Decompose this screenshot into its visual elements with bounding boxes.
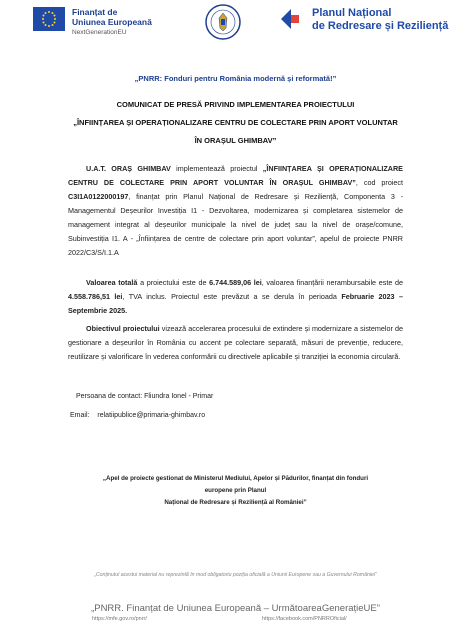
title-line2: „ÎNFIINȚAREA ȘI OPERAȚIONALIZARE CENTRU DE COLECTARE PRIN APORT VOLUNTAR [73,118,398,127]
total-value: 6.744.589,06 lei [209,278,262,287]
objective-text: vizează accelerarea procesului de extindere și modernizare a sistemelor de gestionare a deșeurilor în România cu accent pe colectare separată, măsuri de prevenție, reducere, reutilizare și valorificare în vederea conformării cu directivele aplicabile și tranziției la economia circulară. [68,324,404,361]
p2-text-b: a proiectului este de [137,278,210,287]
project-period: Februarie 2023 – Septembrie 2025. [68,292,403,315]
eu-funding-label [72,7,152,38]
pnrr-logo-icon [278,6,304,32]
pnrr-line1: Planul Național [312,7,392,19]
pnrr-line2: de Redresare și Reziliență [312,20,449,32]
p2-text-f: , TVA inclus. Proiectul este prevăzut a se derula în perioada [122,292,342,301]
pnrr-label [312,7,448,33]
footer-text: „PNRR. Finanțat de Uniunea Europeană – UrmătoareaGenerațieUE” [91,603,380,614]
title-line1: COMUNICAT DE PRESĂ PRIVIND IMPLEMENTAREA PROIECTULUI [116,100,355,109]
link-facebook[interactable]: https://facebook.com/PNRROficial/ [262,616,347,622]
eu-line2: Uniunea Europeană [72,17,152,27]
eu-line3: NextGenerationEU [72,29,127,36]
p1-text-f: , finanțat prin Planul Național de Redresare și Reziliență, Componenta 3 - Managementul Deșeurilor Investiția I1 - Dezvoltarea, modernizarea și completarea sistemelor de management integrat al deșeurilor municipale la nivel de județ sau la nivel de orașe/comune, Subinvestiția I1. A - „Înființarea de centre de colectare prin aport voluntar”, apelul de proiecte PNRR 2022/C3/S/I.1.A [68,192,403,257]
eu-flag-icon [33,7,65,31]
email-link[interactable]: relatiipublice@primaria-ghimbav.ro [97,412,206,419]
p2-text-d: , valoarea finanțării nerambursabile este de [261,278,403,287]
objective-label: Obiectivul proiectului [86,324,160,333]
link-mfe[interactable]: https://mfe.gov.ro/pnrr/ [92,616,147,622]
contact-person: Persoana de contact: Fliundra Ionel - Primar [76,393,214,400]
title-line3: ÎN ORAȘUL GHIMBAV” [194,136,277,145]
paragraph-objective [68,322,403,364]
total-value-label: Valoarea totală [86,278,138,287]
uat-name: U.A.T. ORAȘ GHIMBAV [86,164,171,173]
disclaimer: „Conținutul acestui material nu reprezintă în mod obligatoriu poziția oficială a Uniunii Europene sau a Guvernului României” [94,572,377,578]
romanian-government-seal-icon [205,4,241,40]
call-line2: Național de Redresare și Reziliență al României” [164,499,307,506]
paragraph-value [68,276,403,318]
paragraph-project [68,162,403,260]
call-for-projects [100,473,371,509]
contact-email-row [70,412,205,419]
slogan: „PNRR: Fonduri pentru România modernă și reformată!” [134,74,337,83]
p1-text-d: , cod proiect [355,178,404,187]
project-title: „ÎNFIINȚAREA ȘI OPERAȚIONALIZARE CENTRU DE COLECTARE PRIN APORT VOLUNTAR ÎN ORAȘUL GHIMBAV” [68,164,403,187]
call-line1: „Apel de proiecte gestionat de Ministerul Mediului, Apelor și Pădurilor, finanțat din fonduri europene prin Planul [102,475,369,494]
p1-text-b: implementează proiectul [170,164,263,173]
eu-line1: Finanțat de [72,7,118,17]
project-code: C3I1A0122000197 [68,192,129,201]
grant-value: 4.558.786,51 lei [68,292,123,301]
email-label: Email: [70,412,90,419]
header [0,0,471,48]
